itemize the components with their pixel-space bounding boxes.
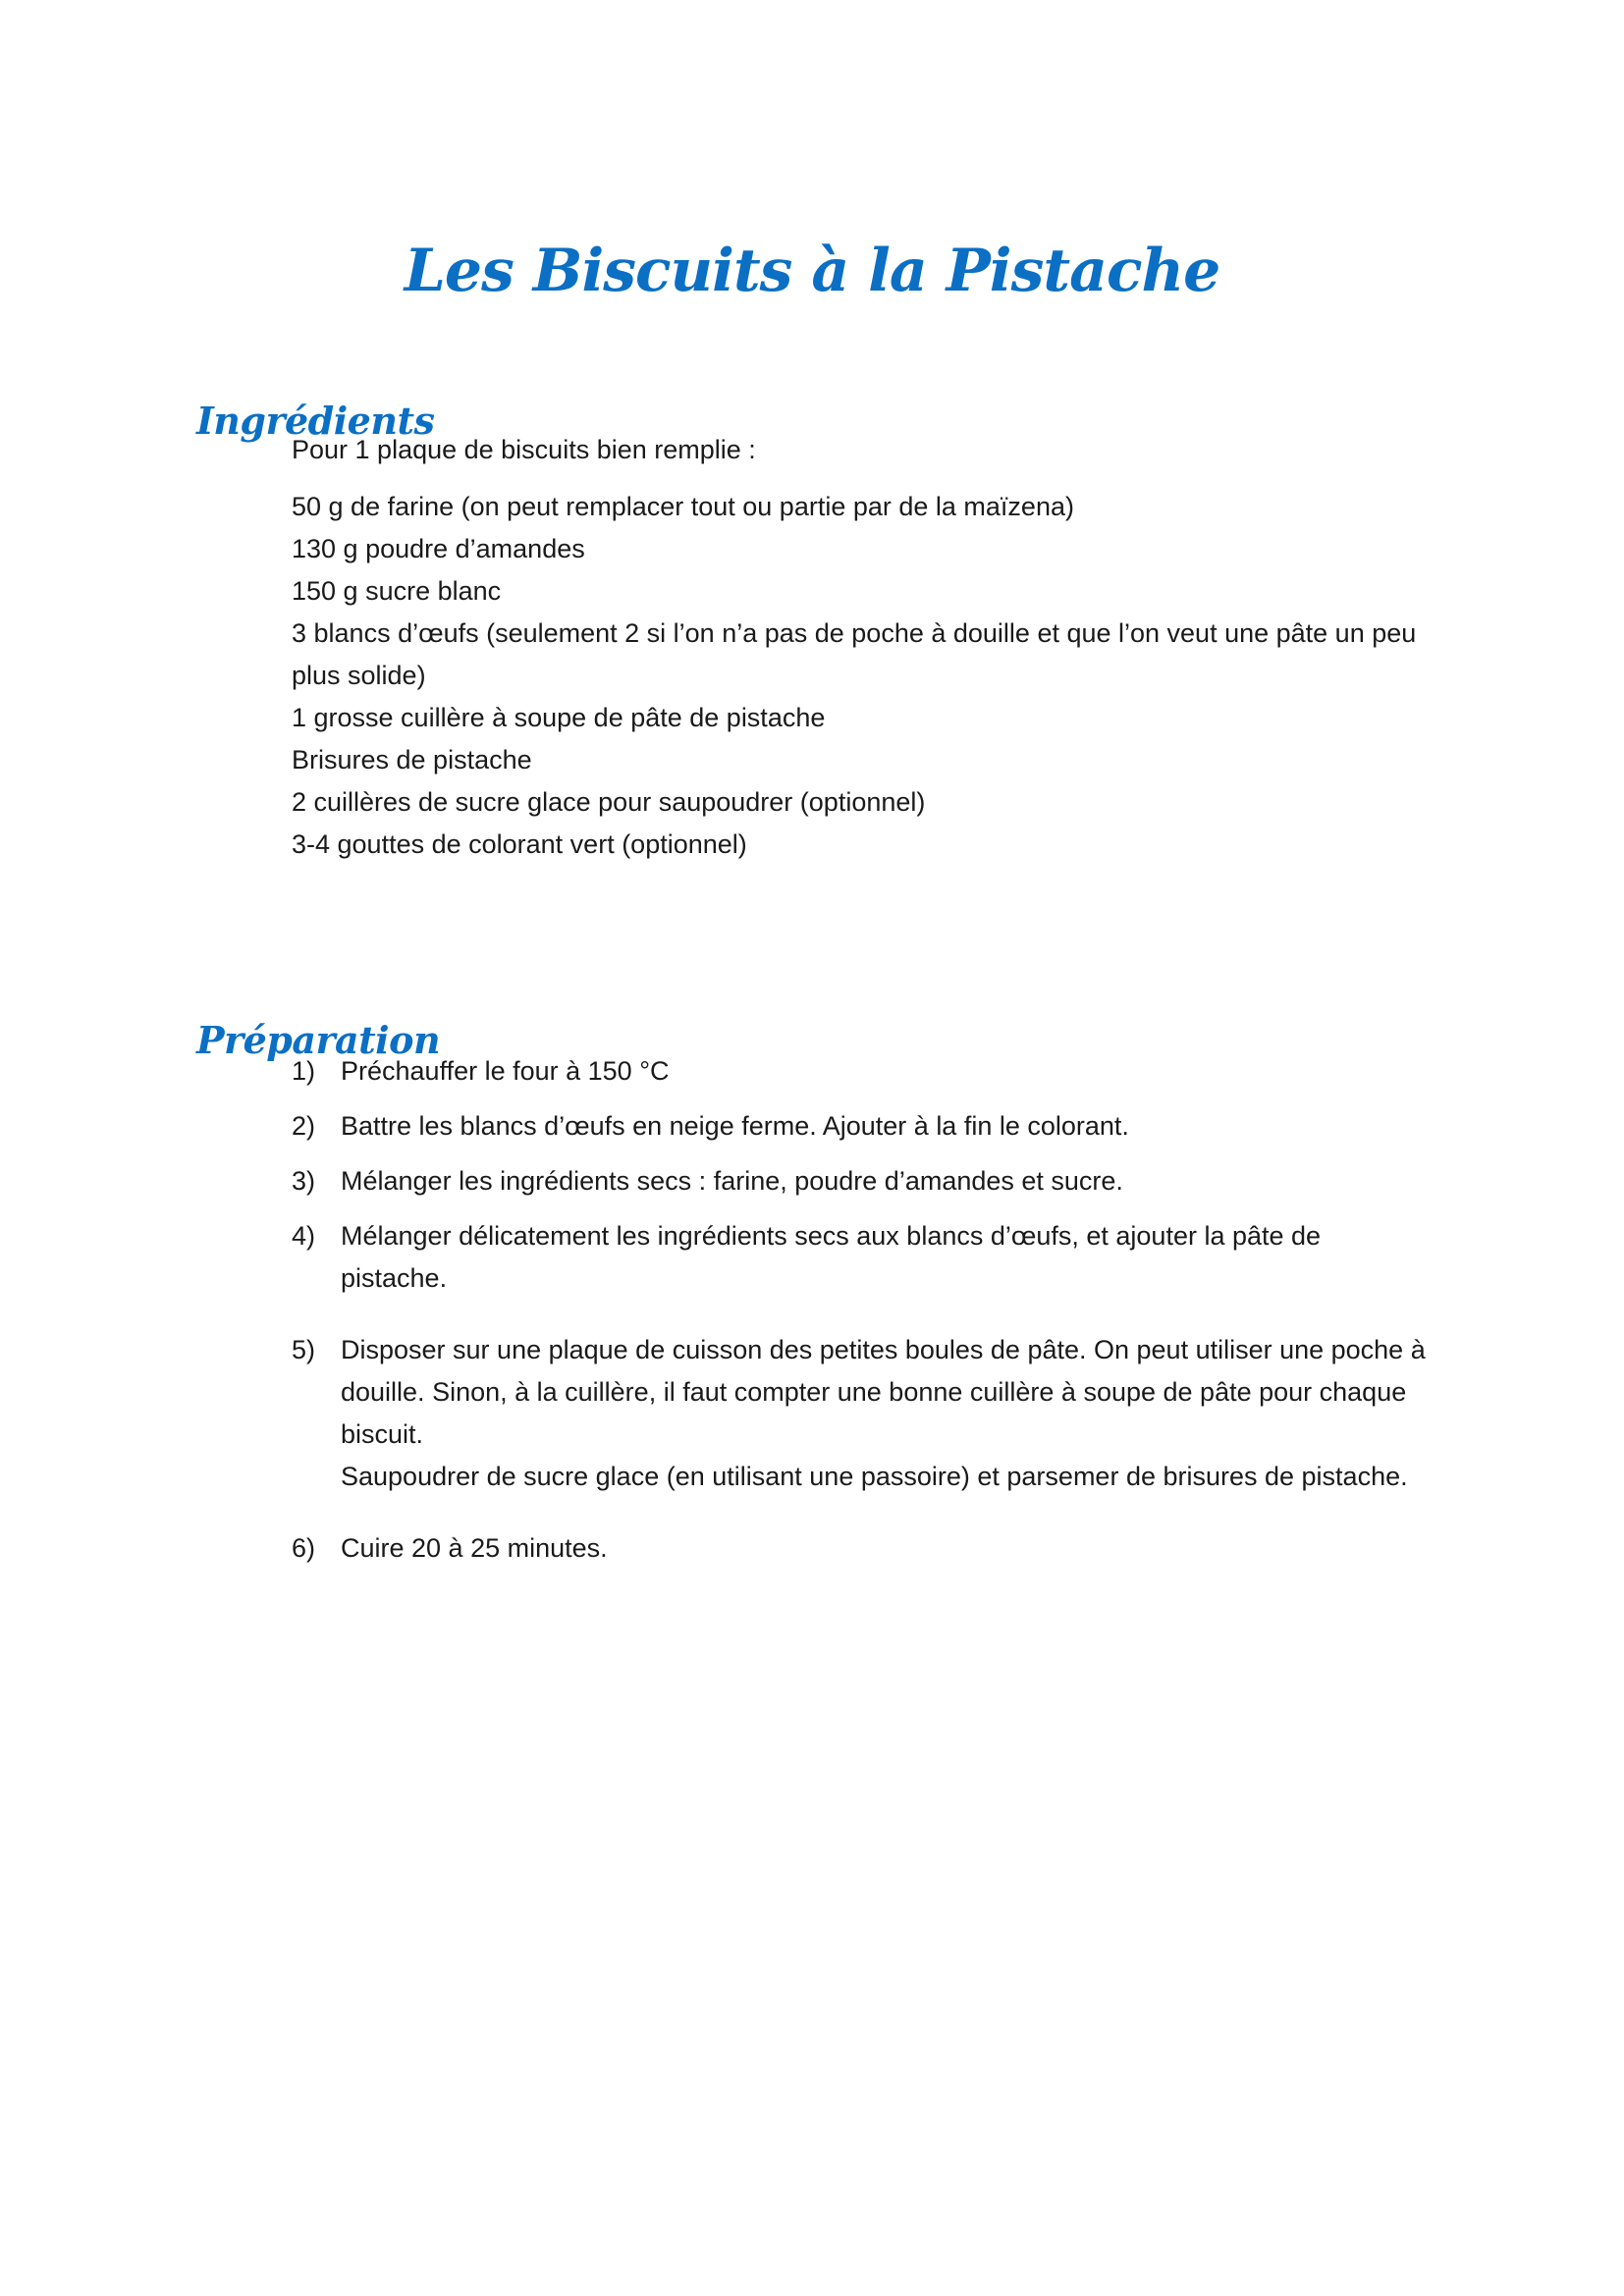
step-text: Mélanger délicatement les ingrédients secs aux blancs d’œufs, et ajouter la pâte de pistache. [341,1221,1322,1293]
step-number: 4) [292,1221,316,1251]
ingredient-item: 50 g de farine (on peut remplacer tout ou partie par de la maïzena) [292,492,1074,521]
ingredients-intro: Pour 1 plaque de biscuits bien remplie : [292,435,756,464]
ingredient-item: 2 cuillères de sucre glace pour saupoudrer (optionnel) [292,787,926,817]
step-text-continued: Saupoudrer de sucre glace (en utilisant une passoire) et parsemer de brisures de pistache. [341,1462,1408,1491]
step-number: 2) [292,1111,316,1141]
step-number: 1) [292,1056,316,1086]
ingredients-heading: Ingrédients [196,398,435,443]
ingredient-item: Brisures de pistache [292,745,532,774]
preparation-steps [292,1050,1431,1570]
step-item [292,1160,1431,1202]
step-number: 3) [292,1166,316,1196]
page-title: Les Biscuits à la Pistache [404,237,1220,306]
ingredient-item: 3-4 gouttes de colorant vert (optionnel) [292,829,747,859]
preparation-heading: Préparation [196,1017,441,1062]
step-item [292,1527,1431,1570]
ingredient-item: 3 blancs d’œufs (seulement 2 si l’on n’a pas de poche à douille et que l’on veut une pâte un peu plus solide) [292,618,1417,690]
step-item [292,1329,1431,1498]
ingredient-item: 150 g sucre blanc [292,576,502,606]
step-text: Cuire 20 à 25 minutes. [341,1533,608,1563]
ingredients-list [292,486,1431,866]
step-item [292,1050,1431,1093]
step-number: 5) [292,1335,316,1364]
step-item [292,1215,1431,1300]
step-item [292,1105,1431,1148]
ingredient-item: 1 grosse cuillère à soupe de pâte de pistache [292,703,826,732]
step-text: Mélanger les ingrédients secs : farine, poudre d’amandes et sucre. [341,1166,1123,1196]
step-text: Disposer sur une plaque de cuisson des petites boules de pâte. On peut utiliser une poche à douille. Sinon, à la cuillère, il faut compter une bonne cuillère à soupe de pâte pour chaque biscuit. [341,1335,1426,1449]
ingredient-item: 130 g poudre d’amandes [292,534,585,563]
step-number: 6) [292,1533,316,1563]
step-text: Battre les blancs d’œufs en neige ferme. Ajouter à la fin le colorant. [341,1111,1129,1141]
step-text: Préchauffer le four à 150 °C [341,1056,670,1086]
